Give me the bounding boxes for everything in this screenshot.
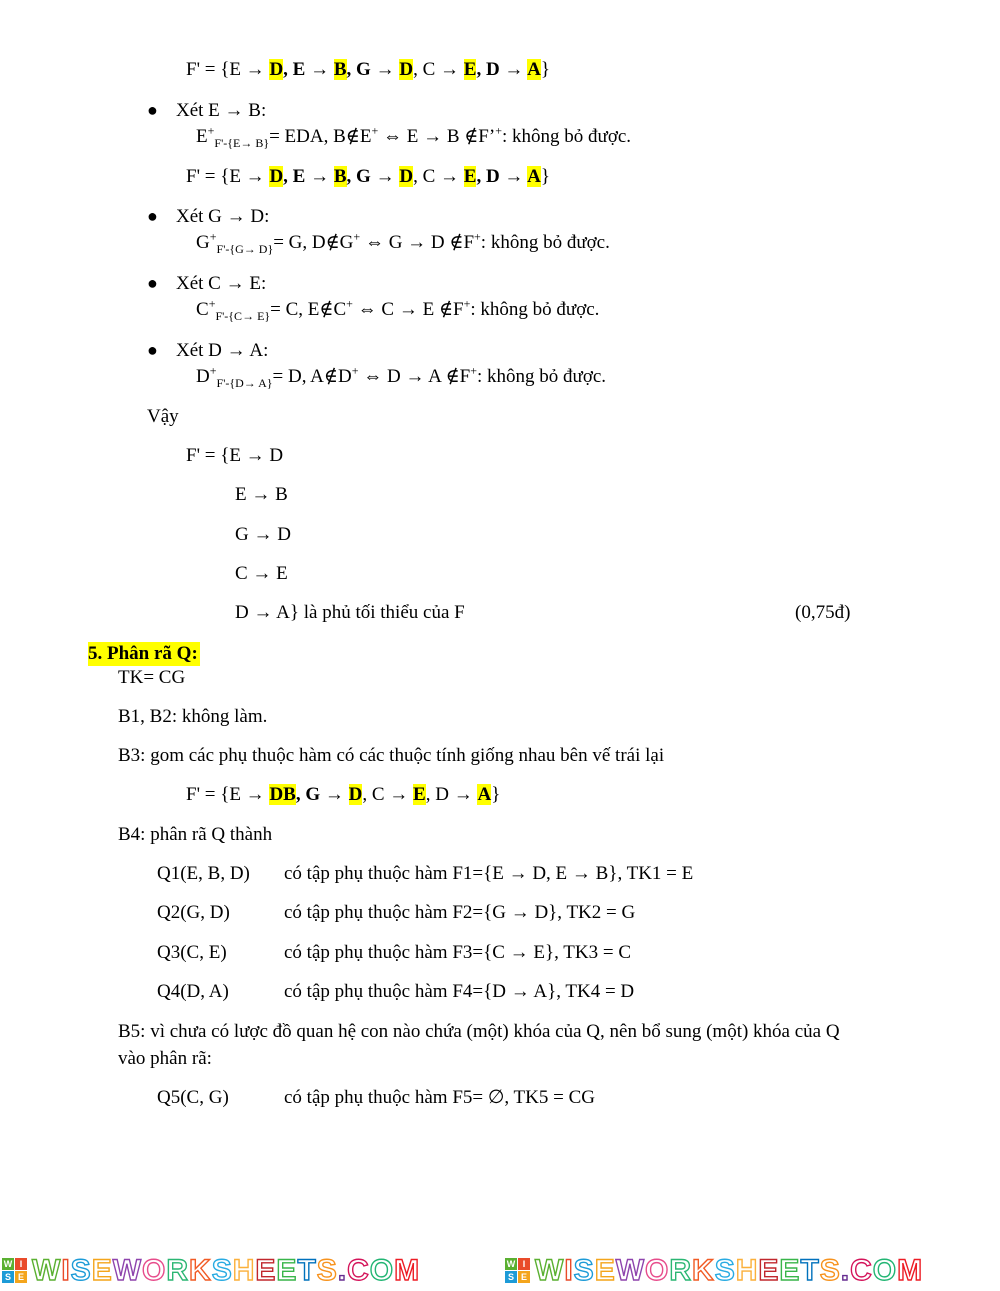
q4-relation: Q4(D, A) [157,981,229,1002]
bullet-icon: ● [147,100,158,120]
watermark-letter: O [142,1254,167,1287]
result-line-5: D → A} là phủ tối thiểu của F [235,602,465,623]
result-line-1: F' = {E → D [186,445,284,466]
watermark-letter: K [189,1254,212,1287]
watermark-letter: T [297,1254,317,1287]
xet-g-d-heading: Xét G → D: [176,206,270,227]
q5-description: có tập phụ thuộc hàm F5= ∅, TK5 = CG [284,1087,595,1108]
watermark-text [535,1256,923,1286]
bullet-icon: ● [147,206,158,226]
watermark-letter: K [692,1254,715,1287]
watermark-footer [0,1252,1000,1291]
b5-line-1: B5: vì chưa có lược đồ quan hệ con nào chứa (một) khóa của Q, nên bổ sung (một) khóa của Q [118,1021,840,1042]
bullet-icon: ● [147,273,158,293]
watermark-letter: H [232,1254,256,1287]
conclusion-label: Vậy [147,406,179,427]
score-label: (0,75đ) [795,602,851,623]
watermark-letter: E [255,1254,277,1287]
watermark-letter: W [615,1254,646,1287]
q1-relation: Q1(E, B, D) [157,863,250,884]
c-e-closure: $C^+_{F'-\{C\to E\}}= C$, E∉C+ ⇔ C → E ∉F+: không bỏ được. [196,296,600,323]
e-b-closure: $E^+_{F'-\{E\to B\}}=$ EDA, B∉E+ ⇔ E → B ∉F’+: không bỏ được. [196,123,632,150]
watermark-letter: E [276,1254,298,1287]
watermark-letter: R [669,1254,693,1287]
xet-d-a-heading: Xét D → A: [176,340,269,361]
q5-relation: Q5(C, G) [157,1087,229,1108]
b3-f-prime: F' = {E → DB, G → D, C → E, D → A} [186,784,501,805]
f-prime-line-1: F' = {E → D, E → B, G → D, C → E, D → A} [186,59,550,80]
watermark-letter: T [800,1254,820,1287]
watermark-letter: . [840,1254,851,1287]
b4-line: B4: phân rã Q thành [118,824,273,845]
logo-icon: W I S E [2,1258,28,1284]
xet-c-e-heading: Xét C → E: [176,273,267,294]
watermark-letter: E [91,1254,113,1287]
q2-relation: Q2(G, D) [157,902,230,923]
d-a-closure: $D^+_{F'-\{D\to A\}}= D$, A∉D+ ⇔ D → A ∉F+: không bỏ được. [196,363,607,390]
watermark-letter: S [573,1254,595,1287]
watermark-group-1 [2,1256,497,1286]
watermark-letter: . [337,1254,348,1287]
q3-description: có tập phụ thuộc hàm F3={C → E}, TK3 = C [284,942,631,963]
q1-description: có tập phụ thuộc hàm F1={E → D, E → B}, TK1 = E [284,863,694,884]
b5-line-2: vào phân rã: [118,1048,212,1069]
result-line-2: E → B [235,484,288,505]
watermark-letter: S [211,1254,233,1287]
tk-line: TK= CG [118,667,186,688]
watermark-letter: C [347,1254,370,1287]
watermark-letter: R [166,1254,190,1287]
q3-relation: Q3(C, E) [157,942,227,963]
result-line-4: C → E [235,563,288,584]
bullet-icon: ● [147,340,158,360]
q4-description: có tập phụ thuộc hàm F4={D → A}, TK4 = D [284,981,635,1002]
watermark-letter: I [61,1254,71,1287]
watermark-letter: S [70,1254,92,1287]
f-prime-line-2: F' = {E → D, E → B, G → D, C → E, D → A} [186,166,550,187]
watermark-letter: I [564,1254,574,1287]
logo-icon: W I S E [505,1258,531,1284]
watermark-letter: O [645,1254,670,1287]
watermark-letter: M [897,1254,924,1287]
watermark-letter: S [316,1254,338,1287]
watermark-text [32,1256,420,1286]
watermark-letter: C [850,1254,873,1287]
result-line-3: G → D [235,524,291,545]
watermark-letter: E [758,1254,780,1287]
watermark-letter: W [112,1254,143,1287]
watermark-letter: O [369,1254,395,1287]
watermark-letter: W [32,1254,62,1287]
b1-b2-line: B1, B2: không làm. [118,706,268,727]
watermark-letter: E [594,1254,616,1287]
watermark-letter: S [714,1254,736,1287]
watermark-group-2 [505,1256,1000,1286]
section-5-heading: 5. Phân rã Q: [88,643,198,664]
watermark-letter: W [535,1254,565,1287]
b3-line: B3: gom các phụ thuộc hàm có các thuộc tính giống nhau bên vế trái lại [118,745,665,766]
q2-description: có tập phụ thuộc hàm F2={G → D}, TK2 = G [284,902,636,923]
watermark-letter: S [819,1254,841,1287]
xet-e-b-heading: Xét E → B: [176,100,267,121]
watermark-letter: H [735,1254,759,1287]
watermark-letter: O [872,1254,898,1287]
watermark-letter: E [779,1254,801,1287]
g-d-closure: $G^+_{F'-\{G\to D\}}= G$, D∉G+ ⇔ G → D ∉F+: không bỏ được. [196,229,610,256]
watermark-letter: M [394,1254,421,1287]
